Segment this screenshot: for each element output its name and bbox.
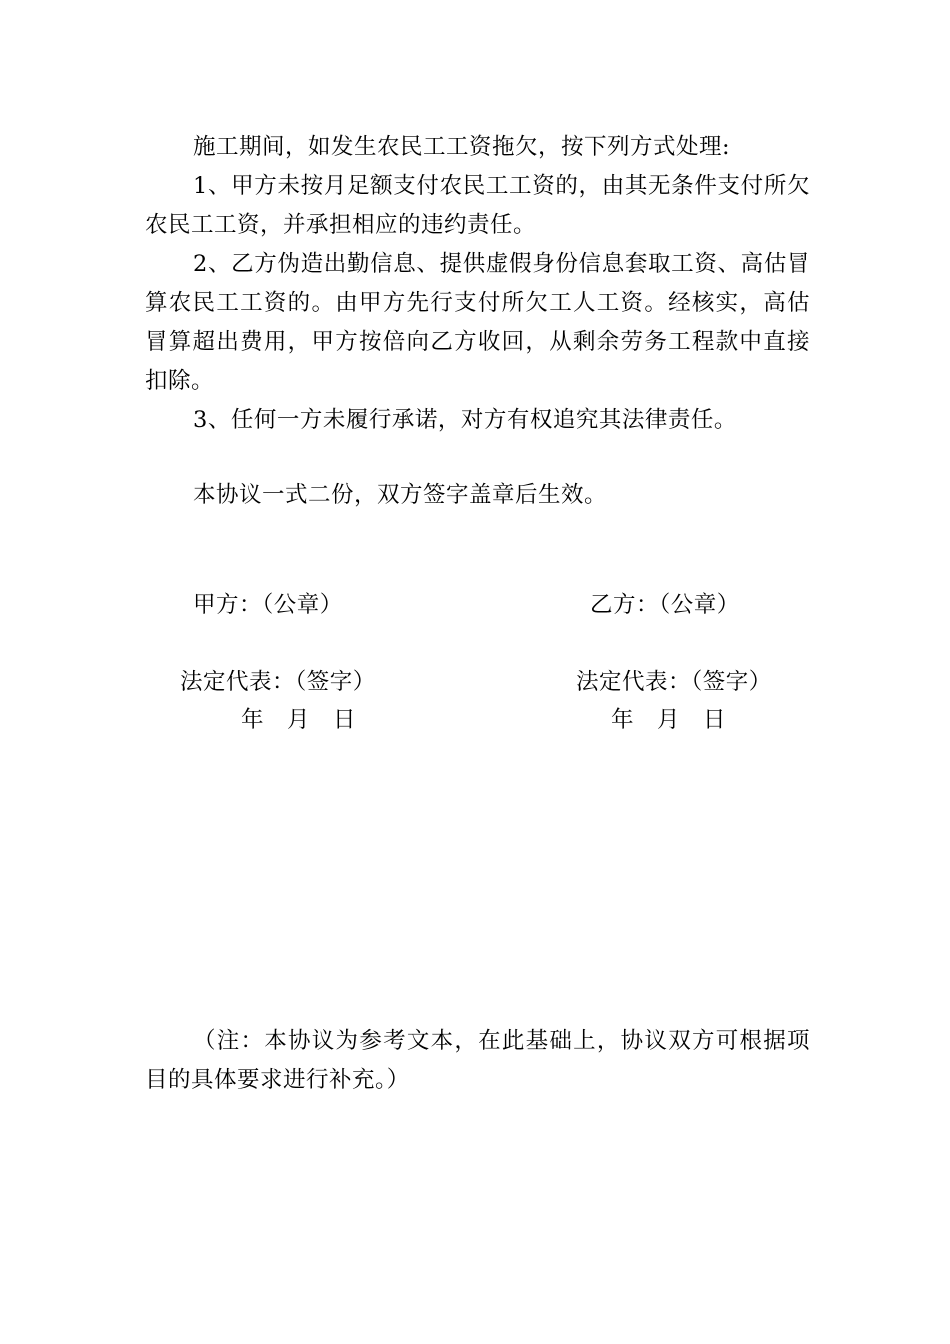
clause-item-2: 2、乙方伪造出勤信息、提供虚假身份信息套取工资、高估冒算农民工工资的。由甲方先行支付所欠工人工资。经核实，高估冒算超出费用，甲方按倍向乙方收回，从剩余劳务工程款中直接扣除。 xyxy=(145,251,810,394)
clause-item-1: 1、甲方未按月足额支付农民工工资的，由其无条件支付所欠农民工工资，并承担相应的违约责任。 xyxy=(145,173,810,238)
party-a-date: 年 月 日 xyxy=(241,707,357,733)
party-a-seal: 甲方：（公章） xyxy=(193,592,343,618)
effect-statement: 本协议一式二份，双方签字盖章后生效。 xyxy=(193,482,608,508)
party-a-representative: 法定代表：（签字） xyxy=(180,669,376,695)
reference-note: （注：本协议为参考文本，在此基础上，协议双方可根据项目的具体要求进行补充。） xyxy=(145,1028,810,1093)
clause-intro: 施工期间，如发生农民工工资拖欠，按下列方式处理: xyxy=(193,134,731,160)
party-b-date: 年 月 日 xyxy=(611,707,727,733)
party-b-representative: 法定代表：（签字） xyxy=(576,669,772,695)
clause-item-3: 3、任何一方未履行承诺，对方有权追究其法律责任。 xyxy=(193,407,737,433)
party-b-seal: 乙方：（公章） xyxy=(590,592,740,618)
